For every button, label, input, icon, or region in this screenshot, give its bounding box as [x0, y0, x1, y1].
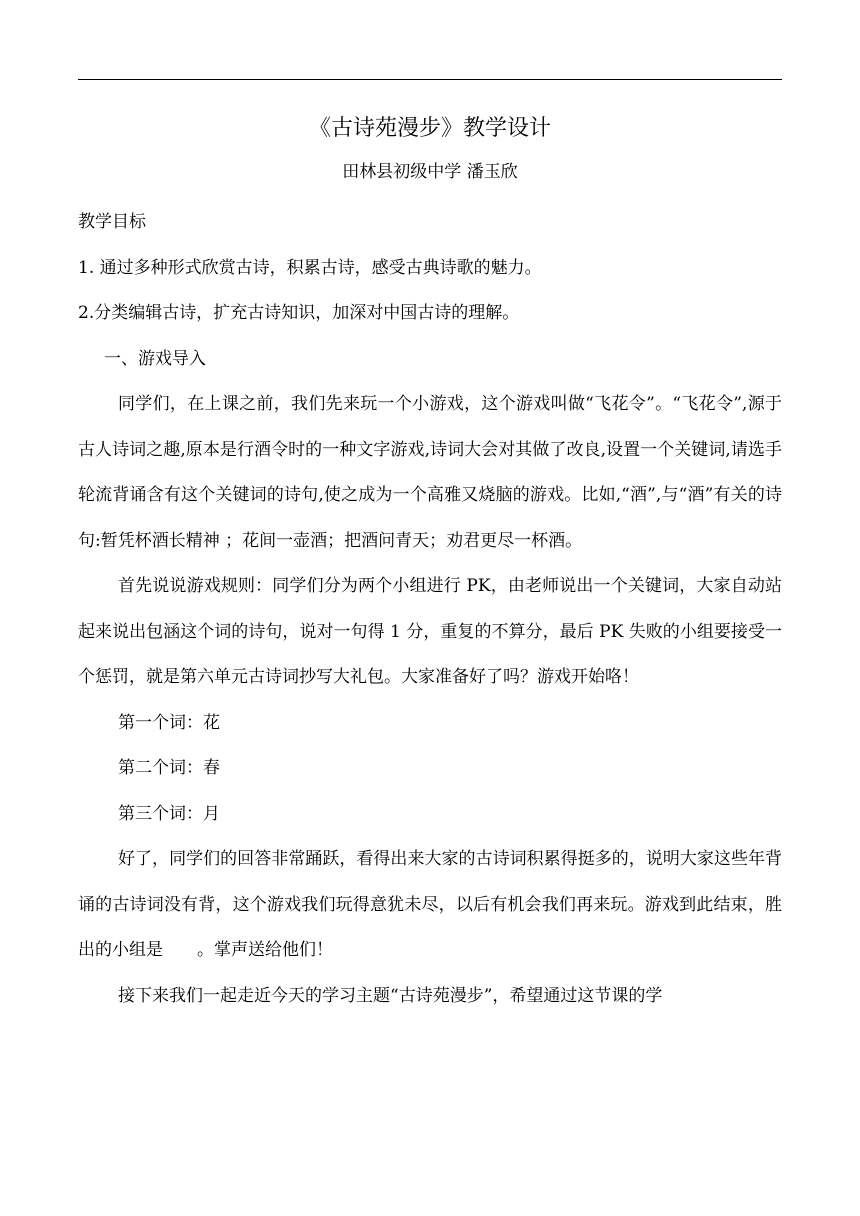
objective-item-2: 2.分类编辑古诗，扩充古诗知识，加深对中国古诗的理解。 — [78, 303, 520, 323]
keyword-line-2: 第二个词：春 — [118, 758, 220, 778]
objective-item-1: 1. 通过多种形式欣赏古诗，积累古诗，感受古典诗歌的魅力。 — [78, 257, 542, 278]
summary-text-a: 好了，同学们的回答非常踊跃，看得出来大家的古诗词积累得挺多的，说明大家这些年背诵的古诗词没有背，这个游戏我们玩得意犹未尽，以后有机会我们再来玩。游戏到此结束，胜出的小组是 — [78, 849, 782, 960]
keyword-line-3: 第三个词：月 — [118, 803, 220, 824]
document-body — [78, 200, 782, 1019]
document-title: 《古诗苑漫步》教学设计 — [308, 116, 551, 141]
paragraph-intro: 同学们，在上课之前，我们先来玩一个小游戏，这个游戏叫做“飞花令”。“飞花令”,源于古人诗词之趣,原本是行酒令时的一种文字游戏,诗词大会对其做了改良,设置一个关键词,请选手轮流背诵含有这个关键词的诗句,使之成为一个高雅又烧脑的游戏。比如,“酒”,与“酒”有关的诗句:暂凭杯酒长精神 ；花间一壶酒；把酒问青天；劝君更尽一杯酒。 — [78, 394, 782, 551]
paragraph-next: 接下来我们一起走近今天的学习主题“古诗苑漫步”，希望通过这节课的学 — [118, 985, 663, 1006]
author-line: 田林县初级中学 潘玉欣 — [342, 162, 518, 182]
keyword-line-1: 第一个词：花 — [118, 712, 220, 733]
paragraph-summary — [78, 837, 782, 974]
objectives-heading: 教学目标 — [78, 212, 146, 232]
section-heading-game-intro: 一、游戏导入 — [104, 348, 206, 369]
paragraph-rules: 首先说说游戏规则：同学们分为两个小组进行 PK，由老师说出一个关键词，大家自动站起来说出包涵这个词的诗句，说对一句得 1 分，重复的不算分，最后 PK 失败的小组要接受一个惩罚，就是第六单元古诗词抄写大礼包。大家准备好了吗？游戏开始咯！ — [78, 576, 782, 687]
summary-text-b: 。掌声送给他们！ — [197, 940, 333, 960]
header-rule — [78, 79, 782, 80]
